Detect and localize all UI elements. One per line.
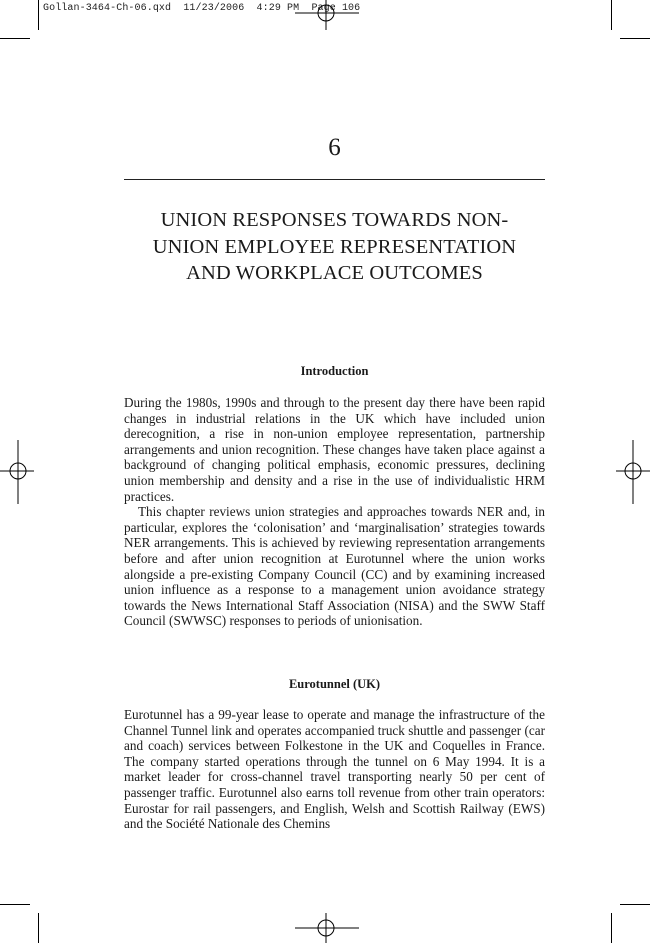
paragraph: During the 1980s, 1990s and through to the present day there have been rapid changes in industrial relations in the UK which have included union derecognition, a rise in non-union employee representation, partnership arrangements and union recognition. These changes have taken place against a background of changing political emphasis, economic pressures, declining union membership and density and a rise in the use of individualistic HRM practices. [124, 395, 545, 504]
print-slug-line: Gollan-3464-Ch-06.qxd 11/23/2006 4:29 PM Page 106 [43, 3, 361, 14]
paragraph: This chapter reviews union strategies and approaches towards NER and, in particular, explores the ‘colonisation’ and ‘marginalisation’ strategies towards NER arrangements. This is achieved by reviewing representation arrangements before and after union recognition at Eurotunnel where the union works alongside a pre-existing Company Council (CC) and by examining increased union influence as a response to a management union avoidance strategy towards the News International Staff Association (NISA) and the SWW Staff Council (SWWSC) responses to periods of unionisation. [124, 504, 545, 629]
chapter-title [124, 207, 545, 287]
chapter-title-line: UNION RESPONSES TOWARDS NON- [160, 209, 509, 231]
crop-mark-bottom-left-h [0, 904, 30, 905]
eurotunnel-body [124, 707, 545, 832]
paragraph: Eurotunnel has a 99-year lease to operate and manage the infrastructure of the Channel Tunnel link and operates accompanied truck shuttle and passenger (car and coach) services between Folkestone in the UK and Coquelles in France. The company started operations through the tunnel on 6 May 1994. It is a market leader for cross-channel travel transporting nearly 50 per cent of passenger traffic. Eurotunnel also earns toll revenue from other train operators: Eurostar for rail passengers, and English, Welsh and Scottish Railway (EWS) and the Société Nationale des Chemins [124, 707, 545, 832]
crop-mark-bottom-right-v [611, 913, 612, 943]
crop-mark-bottom-left-v [38, 913, 39, 943]
registration-mark-left-icon [0, 440, 34, 504]
registration-mark-right-icon [616, 440, 650, 504]
crop-mark-bottom-right-h [620, 904, 650, 905]
section-heading-eurotunnel: Eurotunnel (UK) [288, 677, 381, 691]
chapter-title-line: UNION EMPLOYEE REPRESENTATION [152, 235, 517, 258]
chapter-title-line: AND WORKPLACE OUTCOMES [186, 262, 483, 284]
chapter-number: 6 [328, 134, 341, 161]
registration-mark-bottom-icon [295, 911, 359, 943]
crop-mark-top-left-h [0, 38, 30, 39]
crop-mark-top-right-v [611, 0, 612, 30]
chapter-rule [124, 179, 545, 180]
section-heading-introduction: Introduction [300, 364, 369, 378]
crop-mark-top-right-h [620, 38, 650, 39]
crop-mark-top-left-v [38, 0, 39, 30]
registration-mark-top-icon [295, 0, 359, 32]
introduction-body [124, 395, 545, 629]
